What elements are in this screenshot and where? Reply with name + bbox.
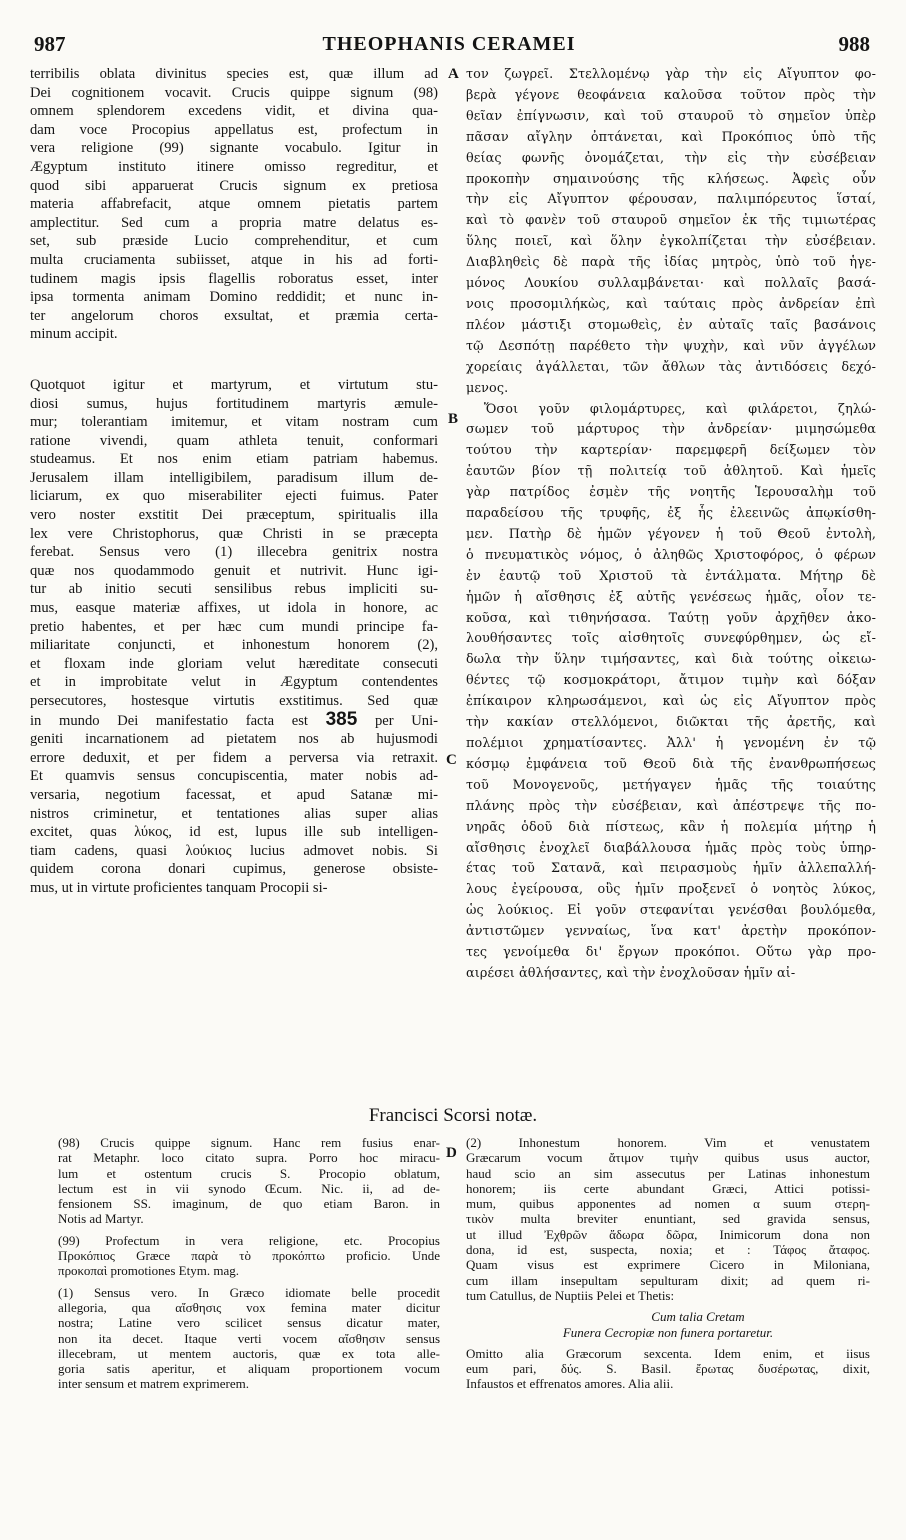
note-line: fensionem SS. imaginum, de quo etiam Baron. in bbox=[58, 1196, 440, 1212]
note-line: inter sensum et matrem exprimerem. bbox=[58, 1376, 249, 1392]
migne-column-marker: 385 bbox=[325, 710, 358, 730]
greek-text-line: ἐπίκαιρον κληρωσάμενοι, καὶ ὡς εἰς Αἴγυπτον πρὸς bbox=[466, 694, 876, 710]
greek-text-line: ὁ πνευματικὸς νόμος, ὁ ἀληθῶς Χριστοφόρος, ὁ φέρων bbox=[466, 547, 876, 563]
text-line bbox=[30, 711, 438, 731]
greek-text-line: Διαβληθεὶς δὲ παρὰ τῆς ἰδίας μητρὸς, ὑπὸ τοῦ ἡγε- bbox=[466, 255, 876, 271]
note-line: Notis ad Martyr. bbox=[58, 1211, 144, 1227]
text-line: multa cruciamenta subiisset, atque in his ad forti- bbox=[30, 251, 438, 268]
text-fragment: per Uni- bbox=[357, 712, 438, 729]
text-line: errore deduxit, et per fidem a perversa via retraxit. bbox=[30, 749, 438, 766]
greek-text-line: σωμεν τοῦ μάρτυρος τὴν ἀνδρείαν· μιμησώμεθα bbox=[466, 422, 876, 438]
note-line: Quam visus est exprimere Cicero in Miloniana, bbox=[466, 1257, 870, 1273]
text-line: materia affabrefacit, atque omnem pietatis partem bbox=[30, 196, 438, 213]
note-line: (98) Crucis quippe signum. Hanc rem fusius enar- bbox=[58, 1135, 440, 1150]
greek-text-line: λουθήσαντες τοῖς αἰσθητοῖς συνεφύρθημεν, ὡς εἴ- bbox=[466, 631, 876, 647]
greek-text-line: αιρέσει ἀθλήσαντες, καὶ τὴν ἐνοχλοῦσαν ἡμῖν αἰ- bbox=[466, 965, 796, 981]
text-line: quæ nos quodammodo genuit et nutrivit. Hunc igi- bbox=[30, 562, 438, 579]
note-line: cum illam insepultam sepulturam dixit; ad quem ri- bbox=[466, 1272, 870, 1288]
text-line: minum accipit. bbox=[30, 326, 118, 343]
note-line: haud scio an sim assecutus per Latinas inhonestum bbox=[466, 1165, 870, 1181]
greek-text-line: ὕλης ποιεῖ, καὶ ὅλην ἐγκολπίζεται τὴν εὐσέβειαν. bbox=[466, 234, 876, 250]
text-line: tudinem magis ipsis flagellis roboratus esset, inter bbox=[30, 270, 438, 287]
text-line: pretio habentes, et per hæc cum mundi principe fa- bbox=[30, 618, 438, 635]
text-line: terribilis oblata divinitus species est, quæ illum ad bbox=[30, 66, 438, 82]
note-line: ut illud Ἐχθρῶν ἄδωρα δῶρα, Inimicorum dona non bbox=[466, 1226, 870, 1242]
margin-letter-b: B bbox=[448, 411, 459, 427]
greek-text-line: μόνος Λουκίου συλλαμβάνεται· καὶ πολλαῖς βασά- bbox=[466, 276, 876, 292]
note-line: Omitto alia Græcorum sexcenta. Idem enim, et iisus bbox=[466, 1345, 870, 1361]
greek-text-line: ἑαυτῶν βίον τῇ πολιτείᾳ τοῦ ἀθλητοῦ. Καὶ ἡμεῖς bbox=[466, 464, 876, 480]
greek-text-line: ὡς λούκιος. Εἰ γοῦν στεφανίται γενέσθαι βουλόμεθα, bbox=[466, 903, 876, 919]
greek-text-line: πᾶσαν αἴγλην ὀπτάνεται, καὶ Προκόπιος ὑπὸ τῆς bbox=[466, 129, 876, 145]
text-line: tur ab initio secuti sensilibus rebus impliciti su- bbox=[30, 581, 438, 598]
text-line: ferebat. Sensus vero (1) illecebra genitrix nostra bbox=[30, 544, 438, 561]
greek-text-line: έτας τοῦ Σατανᾶ, καὶ πειρασμοὺς ἡμῖν ἀλλεπαλλή- bbox=[466, 861, 876, 877]
text-line: mur; tolerantiam imitemur, et vitam nostram cum bbox=[30, 414, 438, 431]
latin-column bbox=[30, 65, 438, 898]
greek-text-line: βερὰ γέγονε θεοφάνεια καλοῦσα τοῦτον πρὸς τὴν bbox=[466, 87, 876, 103]
greek-text-line: θείας φωνῆς ὀνομάζεται, τὴν εἰς τὴν εὐσέβειαν bbox=[466, 150, 876, 166]
text-line: Quotquot igitur et martyrum, et virtutum stu- bbox=[30, 376, 438, 393]
text-line: ratione vivendi, quam athleta tenuit, conformari bbox=[30, 432, 438, 449]
text-line: mus, ut in virtute proficientes tanquam Procopii si- bbox=[30, 879, 328, 896]
note-line: προκοπαὶ promotiones Etym. mag. bbox=[58, 1263, 239, 1279]
greek-text-line: αἴσθησις ἐνοχλεῖ διαβάλλουσα ἡμᾶς πρὸς τοὺς ὑπηρ- bbox=[466, 840, 876, 856]
greek-text-line: νοις προσομιλήκὼς, καὶ ταύταις πρὸς ἀνδρείαν ἐπὶ bbox=[466, 296, 876, 312]
greek-column bbox=[466, 65, 876, 985]
text-line: amplectitur. Sed cum a propria matre delatus es- bbox=[30, 214, 438, 231]
text-line: liciarum, ex quo miserabiliter ejecti fuimus. Pater bbox=[30, 488, 438, 505]
page-number-left: 987 bbox=[34, 32, 66, 56]
text-fragment: in mundo Dei manifestatio facta est bbox=[30, 712, 326, 729]
text-line: omnem splendorem excedens vidit, et divina qua- bbox=[30, 103, 438, 120]
text-line: ipsa tormenta animam Domino reddidit; et nunc in- bbox=[30, 289, 438, 306]
text-line: miliaritate conjuncti, et inhonestum honorem (2), bbox=[30, 637, 438, 654]
greek-text-line: τῷ Δεσπότῃ παρέθετο τὴν ψυχὴν, καὶ νῦν ἀγγέλων bbox=[466, 338, 876, 354]
text-line: Dei cognitionem vocavit. Crucis quippe signum (98) bbox=[30, 84, 438, 101]
greek-text-line: κόσμῳ ἐμφάνεια τοῦ Θεοῦ διὰ τῆς ἐνανθρωπήσεως bbox=[466, 756, 876, 772]
greek-text-line: νηρᾶς ὁδοῦ διὰ πίστεως, κἂν ἡ πολεμία μήτηρ ἡ bbox=[466, 819, 876, 835]
note-line: τικὸν multa breviter enuntiant, sed gravida sensus, bbox=[466, 1211, 870, 1227]
greek-text-line: πλάνης πρὸς τὴν εὐσέβειαν, καὶ ἀπέστρεψε τῆς πο- bbox=[466, 798, 876, 814]
text-line: Jerusalem illam intelligibilem, paradisum illum de- bbox=[30, 469, 438, 486]
text-line: Et quamvis sensus concupiscentia, mater nobis ad- bbox=[30, 768, 438, 785]
verse-line: Cum talia Cretam bbox=[651, 1309, 745, 1325]
margin-letter-a: A bbox=[448, 66, 459, 82]
note-line: illecebram, ut mentem auctoris, quæ ex tota alle- bbox=[58, 1345, 440, 1361]
text-line: et in improbitate velut in Ægyptum contendentes bbox=[30, 674, 438, 691]
note-line: non ita decet. Itaque verti vocem αἴσθησιν sensus bbox=[58, 1330, 440, 1346]
page-number-right: 988 bbox=[838, 32, 870, 56]
greek-text-line: χορείαις ἀγάλλεται, τῶν ἄθλων τὰς ἀντιδόσεις δεχό- bbox=[466, 359, 876, 375]
greek-text-line: ἡμῶν ἡ αἴσθησις ἐξ αὐτῆς γενέσεως ἡμᾶς, οἷον τε- bbox=[466, 589, 876, 605]
note-line: (99) Profectum in vera religione, etc. Procopius bbox=[58, 1232, 440, 1248]
text-line: set, sub præside Lucio comprehenditur, et cum bbox=[30, 233, 438, 250]
greek-text-line: τον ζωγρεῖ. Στελλομένῳ γὰρ τὴν εἰς Αἴγυπτον φο- bbox=[466, 67, 876, 82]
margin-letter-d: D bbox=[446, 1145, 457, 1161]
text-line: studeamus. Et nos enim etiam patriam habemus. bbox=[30, 451, 438, 468]
text-line: quod sibi apparuerat Crucis signum ex pretiosa bbox=[30, 177, 438, 194]
note-line: eum pari, δύς. S. Basil. ἔρωτας δυσέρωτας, dixit, bbox=[466, 1361, 870, 1377]
notes-left-column bbox=[58, 1135, 440, 1392]
note-line: dona, id est, suspecta, noxia; et : Τάφος ἄταφος. bbox=[466, 1242, 870, 1258]
text-line: quidem corona donari cupimus, generose obsiste- bbox=[30, 861, 438, 878]
text-line: Ægyptum instituto itinere omisso regreditur, et bbox=[30, 158, 438, 175]
text-line: versaria, negotium facessat, et apud Satanæ mi- bbox=[30, 786, 438, 803]
text-line: ter angelorum choros exsultat, et præmia certa- bbox=[30, 307, 438, 324]
page-header bbox=[28, 30, 870, 60]
latin-paragraph-2 bbox=[30, 376, 438, 898]
greek-text-line: θέντες τῷ κοσμοκράτορι, ἄτιμον τιμὴν καὶ δόξαν bbox=[466, 673, 876, 689]
note-line: (2) Inhonestum honorem. Vim et venustatem bbox=[466, 1135, 870, 1150]
note-line: Infaustos et effrenatos amores. Alia alii. bbox=[466, 1376, 674, 1392]
text-line: excitet, quas λύκος, id est, lupus ille sub intelligen- bbox=[30, 824, 438, 841]
greek-text-line: γὰρ πατρίδος ἐσμὲν τῆς νοητῆς Ἱερουσαλὴμ τοῦ bbox=[466, 485, 876, 501]
greek-text-line: τοῦ Μονογενοῦς, μετήγαγεν ἡμᾶς τῆς τοιαύτης bbox=[466, 777, 876, 793]
text-line: persecutores, hostesque virtutis exstitimus. Sed quæ bbox=[30, 693, 438, 709]
note-line: Προκόπιος Græce παρὰ τὸ προκόπτω proficio. Unde bbox=[58, 1248, 440, 1264]
text-line: geniti incarnationem ad pietatem nos ab hujusmodi bbox=[30, 731, 438, 748]
greek-text-line: θεῖαν ἐπίγνωσιν, καὶ τοῦ σταυροῦ τὸ σημεῖον ὑπὲρ bbox=[466, 108, 876, 124]
greek-text-line: ἀντιστῶμεν γενναίως, ἵνα κατ' ἀρετὴν προκόπον- bbox=[466, 924, 876, 940]
text-line: nistros criminetur, et tentationes alias super alias bbox=[30, 805, 438, 822]
text-line: tiam cadens, quasi λούκιος lucius admovet nobis. Si bbox=[30, 842, 438, 859]
text-line: vero noster exstitit Dei præceptum, spiritualis illa bbox=[30, 507, 438, 524]
greek-text-line: πλέον μάστιξι στομωθεὶς, ἐν αὐταῖς ταῖς βασάνοις bbox=[466, 317, 876, 333]
greek-text-line: ἐν ἑαυτῷ τοῦ Χριστοῦ τὰ ἐντάλματα. Μήτηρ δὲ bbox=[466, 568, 876, 584]
greek-text-line: τούτου τὴν καρτερίαν· παρεμφερῆ δείξωμεν τὸν bbox=[466, 443, 876, 459]
greek-text-line: Ὅσοι γοῦν φιλομάρτυρες, καὶ φιλάρετοι, ζηλώ- bbox=[484, 401, 876, 417]
note-line: allegoria, qua αἴσθησις vox femina mater dicitur bbox=[58, 1299, 440, 1315]
text-line: lex vere Christophorus, quæ Christi in se præcepta bbox=[30, 525, 438, 542]
note-line: lum et ostentum crucis S. Procopio oblatum, bbox=[58, 1165, 440, 1181]
greek-text-line: καὶ τὸ φανὲν τοῦ σταυροῦ σημεῖον ἐκ τῆς τιμιωτέρας bbox=[466, 213, 876, 229]
notes-right-column bbox=[466, 1135, 870, 1392]
note-line: tum Catullus, de Nuptiis Pelei et Thetis: bbox=[466, 1287, 675, 1303]
note-line: nostra; Latine vero scilicet sensus dicatur mater, bbox=[58, 1315, 440, 1331]
text-line: mus, easque materiæ affixes, ut idola in honore, ac bbox=[30, 600, 438, 617]
greek-text-line: παραδείσου τῆς τρυφῆς, ἐξ ἧς ἐλεεινῶς ἀπῳκίσθη- bbox=[466, 506, 876, 522]
text-line: dam voce Procopius appellatus est, profectum in bbox=[30, 121, 438, 138]
note-line: (1) Sensus vero. In Græco idiomate belle procedit bbox=[58, 1284, 440, 1300]
note-line: Græcarum vocum ἄτιμον τιμὴν quibus usus auctor, bbox=[466, 1150, 870, 1166]
running-title: THEOPHANIS CERAMEI bbox=[322, 33, 576, 55]
notes-heading: Francisci Scorsi notæ. bbox=[368, 1105, 538, 1126]
verse-line: Funera Cecropiæ non funera portaretur. bbox=[562, 1324, 774, 1340]
margin-letter-c: C bbox=[446, 752, 457, 768]
greek-text-line: προκοπὴν σημαινούσης τῆς κλήσεως. Ἀφεὶς οὖν bbox=[466, 171, 876, 187]
greek-text-line: μενος. bbox=[466, 380, 509, 396]
greek-text-line: τες γενοίμεθα δι' ἔργων προκόποι. Οὕτω γὰρ προ- bbox=[466, 945, 876, 961]
note-line: honorem; iis certe abundant Græci, Attici potissi- bbox=[466, 1180, 870, 1196]
note-line: mum, quibus apponentes ad nomen α suum στερη- bbox=[466, 1196, 870, 1212]
greek-text-line: τὴν κακίαν στελλόμενοι, διῶκται τῆς ἀρετῆς, καὶ bbox=[466, 715, 876, 731]
greek-text-line: μεν. Πατὴρ δὲ ἡμῶν γέγονεν ἡ τοῦ Θεοῦ ἐντολὴ, bbox=[466, 526, 876, 542]
greek-text-line: λους ἐγείρουσα, οὓς ἡμῖν προξενεῖ ὁ νοητὸς λύκος, bbox=[466, 882, 876, 898]
latin-paragraph-1 bbox=[30, 65, 438, 344]
text-line: diosi sumus, hujus fortitudinem martyris æmule- bbox=[30, 395, 438, 412]
note-line: goria satis aperitur, et aliquam proportionem vocum bbox=[58, 1361, 440, 1377]
text-line: et floxam inde gloriam velut hæreditate consecuti bbox=[30, 655, 438, 672]
greek-text-line: πολέμιοι χρηματίσαντες. Ἀλλ' ἡ γενομένη ἐν τῷ bbox=[466, 736, 876, 751]
greek-text-line: δωλα τὴν ὕλην τιμήσαντες, καὶ διὰ τούτης οἰκειω- bbox=[466, 652, 876, 668]
greek-text-line: τὴν εἰς Αἴγυπτον φέρουσαν, παλιμπόρευτος ἵσταί, bbox=[466, 192, 876, 208]
note-line: rat Metaphr. loco citato supra. Porro hoc miracu- bbox=[58, 1150, 440, 1166]
text-line: vera religione (99) signante vocabulo. Igitur in bbox=[30, 140, 438, 157]
greek-text-line: κοῦσα, καὶ τιθηνήσασα. Ταύτῃ γοῦν ἀρχῆθεν ἀκο- bbox=[466, 610, 876, 626]
note-line: lectum est in vii synodo Œcum. Nic. ii, ad de- bbox=[58, 1180, 440, 1196]
